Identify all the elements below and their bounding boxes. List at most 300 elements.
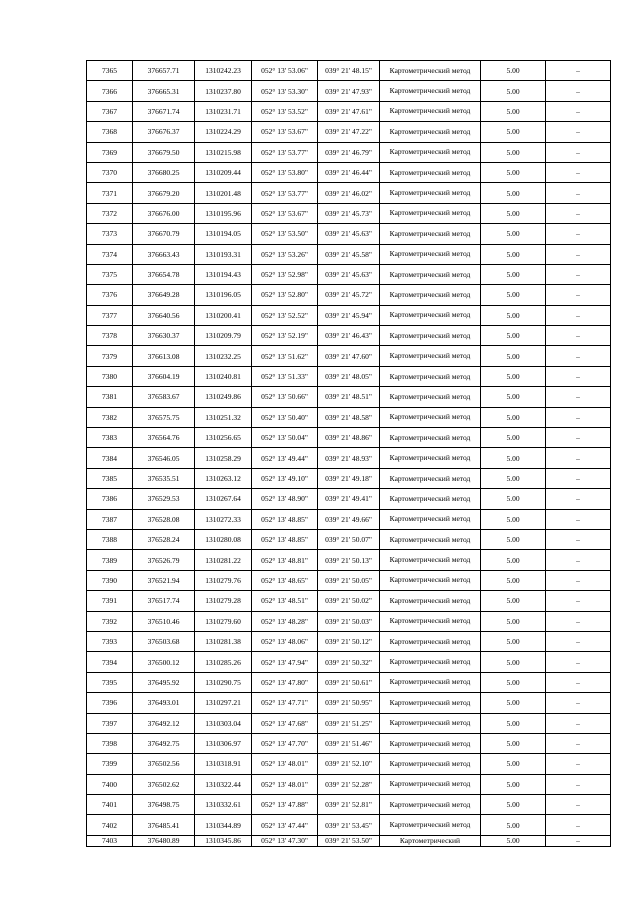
- accuracy-cell: 5.00: [481, 224, 546, 244]
- point-number-cell: 7391: [87, 591, 133, 611]
- accuracy-cell: 5.00: [481, 631, 546, 651]
- note-cell: –: [546, 754, 611, 774]
- method-cell: Картометрический метод: [380, 713, 481, 733]
- table-row: [87, 672, 611, 692]
- longitude-cell: 039° 21' 46.44": [318, 162, 380, 182]
- table-row: [87, 815, 611, 835]
- y-coordinate-cell: 1310194.05: [195, 224, 252, 244]
- accuracy-cell: 5.00: [481, 346, 546, 366]
- longitude-cell: 039° 21' 46.43": [318, 326, 380, 346]
- x-coordinate-cell: 376583.67: [133, 387, 195, 407]
- method-cell: Картометрический метод: [380, 733, 481, 753]
- x-coordinate-cell: 376657.71: [133, 61, 195, 81]
- point-number-cell: 7382: [87, 407, 133, 427]
- latitude-cell: 052° 13' 53.67": [252, 122, 318, 142]
- x-coordinate-cell: 376502.56: [133, 754, 195, 774]
- latitude-cell: 052° 13' 47.30": [252, 835, 318, 846]
- x-coordinate-cell: 376517.74: [133, 591, 195, 611]
- note-cell: –: [546, 448, 611, 468]
- accuracy-cell: 5.00: [481, 122, 546, 142]
- method-cell: Картометрический метод: [380, 203, 481, 223]
- accuracy-cell: 5.00: [481, 693, 546, 713]
- note-cell: –: [546, 733, 611, 753]
- point-number-cell: 7383: [87, 428, 133, 448]
- accuracy-cell: 5.00: [481, 142, 546, 162]
- method-cell: Картометрический метод: [380, 326, 481, 346]
- method-cell: Картометрический метод: [380, 815, 481, 835]
- method-cell: Картометрический метод: [380, 366, 481, 386]
- longitude-cell: 039° 21' 50.05": [318, 570, 380, 590]
- accuracy-cell: 5.00: [481, 366, 546, 386]
- point-number-cell: 7398: [87, 733, 133, 753]
- table-row: [87, 468, 611, 488]
- x-coordinate-cell: 376492.12: [133, 713, 195, 733]
- table-row: [87, 122, 611, 142]
- table-row: [87, 652, 611, 672]
- longitude-cell: 039° 21' 52.10": [318, 754, 380, 774]
- y-coordinate-cell: 1310237.80: [195, 81, 252, 101]
- x-coordinate-cell: 376528.24: [133, 529, 195, 549]
- method-cell: Картометрический метод: [380, 428, 481, 448]
- method-cell: Картометрический: [380, 835, 481, 846]
- latitude-cell: 052° 13' 52.52": [252, 305, 318, 325]
- latitude-cell: 052° 13' 49.10": [252, 468, 318, 488]
- table-row: [87, 693, 611, 713]
- x-coordinate-cell: 376528.08: [133, 509, 195, 529]
- note-cell: –: [546, 489, 611, 509]
- accuracy-cell: 5.00: [481, 835, 546, 846]
- method-cell: Картометрический метод: [380, 81, 481, 101]
- x-coordinate-cell: 376521.94: [133, 570, 195, 590]
- table-row: [87, 754, 611, 774]
- point-number-cell: 7384: [87, 448, 133, 468]
- method-cell: Картометрический метод: [380, 672, 481, 692]
- latitude-cell: 052° 13' 48.85": [252, 529, 318, 549]
- table-row: [87, 203, 611, 223]
- method-cell: Картометрический метод: [380, 550, 481, 570]
- x-coordinate-cell: 376502.62: [133, 774, 195, 794]
- table-row: [87, 407, 611, 427]
- y-coordinate-cell: 1310279.60: [195, 611, 252, 631]
- table-row: [87, 101, 611, 121]
- coordinates-table: [86, 60, 611, 847]
- method-cell: Картометрический метод: [380, 305, 481, 325]
- table-row: [87, 285, 611, 305]
- accuracy-cell: 5.00: [481, 428, 546, 448]
- longitude-cell: 039° 21' 48.15": [318, 61, 380, 81]
- accuracy-cell: 5.00: [481, 815, 546, 835]
- table-row: [87, 162, 611, 182]
- y-coordinate-cell: 1310303.04: [195, 713, 252, 733]
- latitude-cell: 052° 13' 53.67": [252, 203, 318, 223]
- point-number-cell: 7400: [87, 774, 133, 794]
- accuracy-cell: 5.00: [481, 101, 546, 121]
- table-row: [87, 611, 611, 631]
- accuracy-cell: 5.00: [481, 305, 546, 325]
- latitude-cell: 052° 13' 47.71": [252, 693, 318, 713]
- y-coordinate-cell: 1310306.97: [195, 733, 252, 753]
- method-cell: Картометрический метод: [380, 101, 481, 121]
- point-number-cell: 7369: [87, 142, 133, 162]
- table-row: [87, 387, 611, 407]
- point-number-cell: 7395: [87, 672, 133, 692]
- note-cell: –: [546, 122, 611, 142]
- method-cell: Картометрический метод: [380, 122, 481, 142]
- latitude-cell: 052° 13' 50.04": [252, 428, 318, 448]
- note-cell: –: [546, 387, 611, 407]
- note-cell: –: [546, 631, 611, 651]
- table-row: [87, 81, 611, 101]
- note-cell: –: [546, 652, 611, 672]
- y-coordinate-cell: 1310209.44: [195, 162, 252, 182]
- point-number-cell: 7380: [87, 366, 133, 386]
- point-number-cell: 7378: [87, 326, 133, 346]
- note-cell: –: [546, 815, 611, 835]
- accuracy-cell: 5.00: [481, 244, 546, 264]
- method-cell: Картометрический метод: [380, 652, 481, 672]
- table-row: [87, 733, 611, 753]
- note-cell: –: [546, 285, 611, 305]
- point-number-cell: 7401: [87, 795, 133, 815]
- method-cell: Картометрический метод: [380, 61, 481, 81]
- y-coordinate-cell: 1310251.32: [195, 407, 252, 427]
- y-coordinate-cell: 1310196.05: [195, 285, 252, 305]
- point-number-cell: 7366: [87, 81, 133, 101]
- longitude-cell: 039° 21' 45.73": [318, 203, 380, 223]
- y-coordinate-cell: 1310263.12: [195, 468, 252, 488]
- table-row: [87, 489, 611, 509]
- note-cell: –: [546, 244, 611, 264]
- note-cell: –: [546, 162, 611, 182]
- longitude-cell: 039° 21' 47.61": [318, 101, 380, 121]
- table-row: [87, 570, 611, 590]
- point-number-cell: 7370: [87, 162, 133, 182]
- latitude-cell: 052° 13' 47.94": [252, 652, 318, 672]
- accuracy-cell: 5.00: [481, 387, 546, 407]
- accuracy-cell: 5.00: [481, 713, 546, 733]
- method-cell: Картометрический метод: [380, 489, 481, 509]
- y-coordinate-cell: 1310194.43: [195, 264, 252, 284]
- point-number-cell: 7403: [87, 835, 133, 846]
- x-coordinate-cell: 376604.19: [133, 366, 195, 386]
- x-coordinate-cell: 376679.20: [133, 183, 195, 203]
- note-cell: –: [546, 550, 611, 570]
- method-cell: Картометрический метод: [380, 693, 481, 713]
- latitude-cell: 052° 13' 50.66": [252, 387, 318, 407]
- longitude-cell: 039° 21' 47.60": [318, 346, 380, 366]
- longitude-cell: 039° 21' 46.02": [318, 183, 380, 203]
- y-coordinate-cell: 1310281.38: [195, 631, 252, 651]
- x-coordinate-cell: 376680.25: [133, 162, 195, 182]
- y-coordinate-cell: 1310267.64: [195, 489, 252, 509]
- latitude-cell: 052° 13' 48.51": [252, 591, 318, 611]
- latitude-cell: 052° 13' 53.50": [252, 224, 318, 244]
- accuracy-cell: 5.00: [481, 81, 546, 101]
- point-number-cell: 7371: [87, 183, 133, 203]
- y-coordinate-cell: 1310232.25: [195, 346, 252, 366]
- latitude-cell: 052° 13' 50.40": [252, 407, 318, 427]
- table-row: [87, 61, 611, 81]
- y-coordinate-cell: 1310249.86: [195, 387, 252, 407]
- latitude-cell: 052° 13' 49.44": [252, 448, 318, 468]
- x-coordinate-cell: 376564.76: [133, 428, 195, 448]
- accuracy-cell: 5.00: [481, 611, 546, 631]
- latitude-cell: 052° 13' 53.30": [252, 81, 318, 101]
- longitude-cell: 039° 21' 48.58": [318, 407, 380, 427]
- latitude-cell: 052° 13' 53.26": [252, 244, 318, 264]
- accuracy-cell: 5.00: [481, 591, 546, 611]
- y-coordinate-cell: 1310195.96: [195, 203, 252, 223]
- point-number-cell: 7386: [87, 489, 133, 509]
- accuracy-cell: 5.00: [481, 529, 546, 549]
- note-cell: –: [546, 509, 611, 529]
- longitude-cell: 039° 21' 48.51": [318, 387, 380, 407]
- x-coordinate-cell: 376671.74: [133, 101, 195, 121]
- x-coordinate-cell: 376485.41: [133, 815, 195, 835]
- x-coordinate-cell: 376529.53: [133, 489, 195, 509]
- table-row: [87, 550, 611, 570]
- y-coordinate-cell: 1310279.28: [195, 591, 252, 611]
- note-cell: –: [546, 693, 611, 713]
- point-number-cell: 7376: [87, 285, 133, 305]
- latitude-cell: 052° 13' 51.62": [252, 346, 318, 366]
- latitude-cell: 052° 13' 47.70": [252, 733, 318, 753]
- y-coordinate-cell: 1310280.08: [195, 529, 252, 549]
- longitude-cell: 039° 21' 50.95": [318, 693, 380, 713]
- latitude-cell: 052° 13' 48.90": [252, 489, 318, 509]
- method-cell: Картометрический метод: [380, 448, 481, 468]
- point-number-cell: 7367: [87, 101, 133, 121]
- y-coordinate-cell: 1310345.86: [195, 835, 252, 846]
- x-coordinate-cell: 376500.12: [133, 652, 195, 672]
- longitude-cell: 039° 21' 47.93": [318, 81, 380, 101]
- note-cell: –: [546, 142, 611, 162]
- point-number-cell: 7377: [87, 305, 133, 325]
- latitude-cell: 052° 13' 48.85": [252, 509, 318, 529]
- point-number-cell: 7390: [87, 570, 133, 590]
- latitude-cell: 052° 13' 53.77": [252, 142, 318, 162]
- latitude-cell: 052° 13' 47.44": [252, 815, 318, 835]
- note-cell: –: [546, 795, 611, 815]
- note-cell: –: [546, 672, 611, 692]
- latitude-cell: 052° 13' 48.01": [252, 774, 318, 794]
- table-row: [87, 224, 611, 244]
- accuracy-cell: 5.00: [481, 774, 546, 794]
- longitude-cell: 039° 21' 52.81": [318, 795, 380, 815]
- note-cell: –: [546, 366, 611, 386]
- x-coordinate-cell: 376492.75: [133, 733, 195, 753]
- y-coordinate-cell: 1310200.41: [195, 305, 252, 325]
- accuracy-cell: 5.00: [481, 570, 546, 590]
- accuracy-cell: 5.00: [481, 795, 546, 815]
- y-coordinate-cell: 1310344.89: [195, 815, 252, 835]
- table-row: [87, 529, 611, 549]
- longitude-cell: 039° 21' 50.12": [318, 631, 380, 651]
- table-row: [87, 346, 611, 366]
- method-cell: Картометрический метод: [380, 529, 481, 549]
- point-number-cell: 7389: [87, 550, 133, 570]
- y-coordinate-cell: 1310297.21: [195, 693, 252, 713]
- accuracy-cell: 5.00: [481, 407, 546, 427]
- method-cell: Картометрический метод: [380, 346, 481, 366]
- x-coordinate-cell: 376526.79: [133, 550, 195, 570]
- x-coordinate-cell: 376676.37: [133, 122, 195, 142]
- latitude-cell: 052° 13' 48.28": [252, 611, 318, 631]
- latitude-cell: 052° 13' 47.68": [252, 713, 318, 733]
- x-coordinate-cell: 376493.01: [133, 693, 195, 713]
- note-cell: –: [546, 570, 611, 590]
- point-number-cell: 7393: [87, 631, 133, 651]
- point-number-cell: 7397: [87, 713, 133, 733]
- note-cell: –: [546, 529, 611, 549]
- longitude-cell: 039° 21' 45.72": [318, 285, 380, 305]
- point-number-cell: 7396: [87, 693, 133, 713]
- x-coordinate-cell: 376630.37: [133, 326, 195, 346]
- method-cell: Картометрический метод: [380, 795, 481, 815]
- table-row: [87, 591, 611, 611]
- x-coordinate-cell: 376613.08: [133, 346, 195, 366]
- accuracy-cell: 5.00: [481, 733, 546, 753]
- longitude-cell: 039° 21' 50.03": [318, 611, 380, 631]
- x-coordinate-cell: 376495.92: [133, 672, 195, 692]
- x-coordinate-cell: 376640.56: [133, 305, 195, 325]
- note-cell: –: [546, 611, 611, 631]
- x-coordinate-cell: 376663.43: [133, 244, 195, 264]
- x-coordinate-cell: 376670.79: [133, 224, 195, 244]
- note-cell: –: [546, 591, 611, 611]
- y-coordinate-cell: 1310318.91: [195, 754, 252, 774]
- x-coordinate-cell: 376510.46: [133, 611, 195, 631]
- point-number-cell: 7402: [87, 815, 133, 835]
- longitude-cell: 039° 21' 49.66": [318, 509, 380, 529]
- latitude-cell: 052° 13' 53.06": [252, 61, 318, 81]
- point-number-cell: 7394: [87, 652, 133, 672]
- latitude-cell: 052° 13' 53.52": [252, 101, 318, 121]
- x-coordinate-cell: 376480.89: [133, 835, 195, 846]
- table-row: [87, 428, 611, 448]
- longitude-cell: 039° 21' 45.58": [318, 244, 380, 264]
- point-number-cell: 7392: [87, 611, 133, 631]
- accuracy-cell: 5.00: [481, 468, 546, 488]
- y-coordinate-cell: 1310215.98: [195, 142, 252, 162]
- accuracy-cell: 5.00: [481, 489, 546, 509]
- accuracy-cell: 5.00: [481, 652, 546, 672]
- method-cell: Картометрический метод: [380, 407, 481, 427]
- accuracy-cell: 5.00: [481, 61, 546, 81]
- table-row: [87, 448, 611, 468]
- note-cell: –: [546, 203, 611, 223]
- table-row: [87, 774, 611, 794]
- longitude-cell: 039° 21' 45.63": [318, 224, 380, 244]
- table-row: [87, 795, 611, 815]
- point-number-cell: 7387: [87, 509, 133, 529]
- longitude-cell: 039° 21' 47.22": [318, 122, 380, 142]
- y-coordinate-cell: 1310209.79: [195, 326, 252, 346]
- table-row: [87, 326, 611, 346]
- method-cell: Картометрический метод: [380, 509, 481, 529]
- point-number-cell: 7368: [87, 122, 133, 142]
- latitude-cell: 052° 13' 47.88": [252, 795, 318, 815]
- method-cell: Картометрический метод: [380, 162, 481, 182]
- point-number-cell: 7399: [87, 754, 133, 774]
- accuracy-cell: 5.00: [481, 162, 546, 182]
- point-number-cell: 7388: [87, 529, 133, 549]
- table-row: [87, 713, 611, 733]
- method-cell: Картометрический метод: [380, 591, 481, 611]
- latitude-cell: 052° 13' 48.65": [252, 570, 318, 590]
- x-coordinate-cell: 376546.05: [133, 448, 195, 468]
- y-coordinate-cell: 1310224.29: [195, 122, 252, 142]
- y-coordinate-cell: 1310256.65: [195, 428, 252, 448]
- table-row: [87, 264, 611, 284]
- longitude-cell: 039° 21' 49.41": [318, 489, 380, 509]
- note-cell: –: [546, 61, 611, 81]
- accuracy-cell: 5.00: [481, 285, 546, 305]
- y-coordinate-cell: 1310322.44: [195, 774, 252, 794]
- x-coordinate-cell: 376498.75: [133, 795, 195, 815]
- x-coordinate-cell: 376676.00: [133, 203, 195, 223]
- note-cell: –: [546, 264, 611, 284]
- note-cell: –: [546, 774, 611, 794]
- note-cell: –: [546, 346, 611, 366]
- longitude-cell: 039° 21' 46.79": [318, 142, 380, 162]
- note-cell: –: [546, 835, 611, 846]
- longitude-cell: 039° 21' 50.02": [318, 591, 380, 611]
- note-cell: –: [546, 224, 611, 244]
- note-cell: –: [546, 326, 611, 346]
- accuracy-cell: 5.00: [481, 509, 546, 529]
- note-cell: –: [546, 183, 611, 203]
- longitude-cell: 039° 21' 53.50": [318, 835, 380, 846]
- point-number-cell: 7385: [87, 468, 133, 488]
- method-cell: Картометрический метод: [380, 754, 481, 774]
- table-row: [87, 305, 611, 325]
- x-coordinate-cell: 376649.28: [133, 285, 195, 305]
- method-cell: Картометрический метод: [380, 387, 481, 407]
- longitude-cell: 039° 21' 48.93": [318, 448, 380, 468]
- latitude-cell: 052° 13' 52.80": [252, 285, 318, 305]
- method-cell: Картометрический метод: [380, 264, 481, 284]
- point-number-cell: 7379: [87, 346, 133, 366]
- method-cell: Картометрический метод: [380, 774, 481, 794]
- table-row: [87, 631, 611, 651]
- longitude-cell: 039° 21' 50.61": [318, 672, 380, 692]
- latitude-cell: 052° 13' 53.80": [252, 162, 318, 182]
- x-coordinate-cell: 376665.31: [133, 81, 195, 101]
- point-number-cell: 7365: [87, 61, 133, 81]
- method-cell: Картометрический метод: [380, 570, 481, 590]
- note-cell: –: [546, 407, 611, 427]
- note-cell: –: [546, 468, 611, 488]
- latitude-cell: 052° 13' 52.19": [252, 326, 318, 346]
- latitude-cell: 052° 13' 53.77": [252, 183, 318, 203]
- x-coordinate-cell: 376654.78: [133, 264, 195, 284]
- accuracy-cell: 5.00: [481, 264, 546, 284]
- point-number-cell: 7372: [87, 203, 133, 223]
- latitude-cell: 052° 13' 52.98": [252, 264, 318, 284]
- note-cell: –: [546, 428, 611, 448]
- note-cell: –: [546, 305, 611, 325]
- accuracy-cell: 5.00: [481, 754, 546, 774]
- accuracy-cell: 5.00: [481, 448, 546, 468]
- x-coordinate-cell: 376503.68: [133, 631, 195, 651]
- method-cell: Картометрический метод: [380, 611, 481, 631]
- longitude-cell: 039° 21' 45.94": [318, 305, 380, 325]
- table-row: [87, 183, 611, 203]
- longitude-cell: 039° 21' 52.28": [318, 774, 380, 794]
- y-coordinate-cell: 1310281.22: [195, 550, 252, 570]
- longitude-cell: 039° 21' 50.07": [318, 529, 380, 549]
